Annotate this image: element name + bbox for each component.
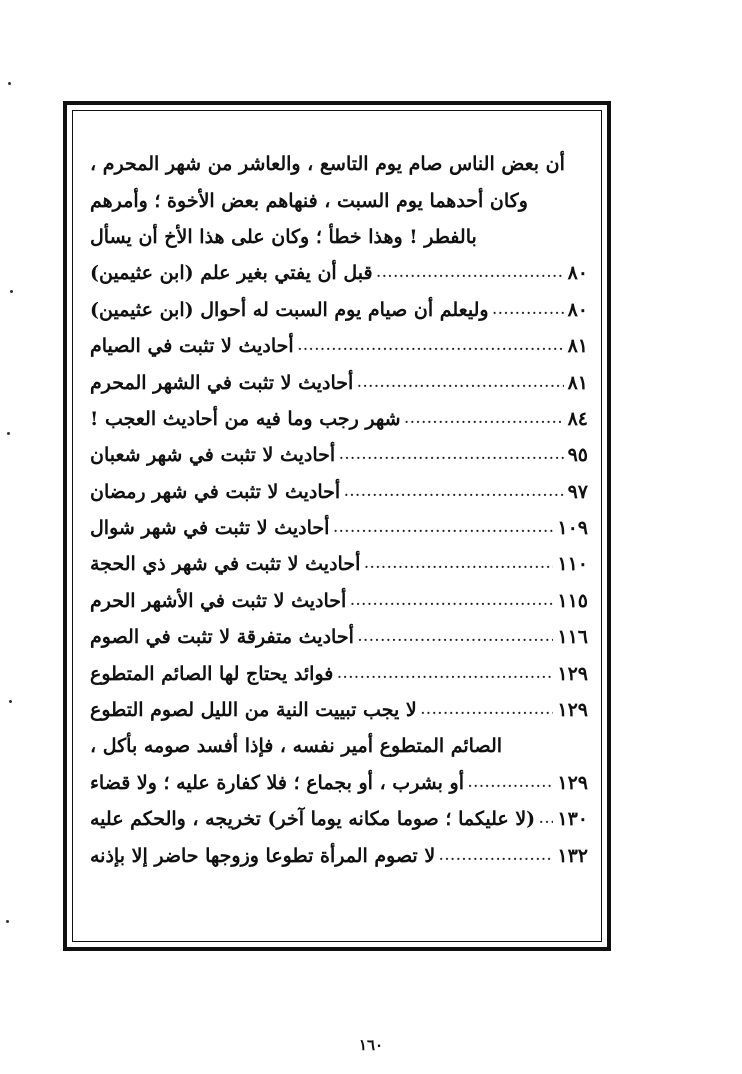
toc-entry-text: (لا عليكما ؛ صوما مكانه يوما آخر) تخريجه ، والحكم عليه	[90, 808, 536, 831]
toc-page-number: ٨٠	[567, 298, 588, 321]
scan-speck	[10, 290, 13, 293]
toc-page-number: ٨١	[567, 371, 588, 394]
dot-leader	[298, 339, 564, 353]
toc-entry-text: بالفطر ! وهذا خطأ ؛ وكان على هذا الأخ أن يسأل	[90, 225, 477, 248]
toc-line	[90, 692, 588, 728]
toc-entry-text: أحاديث لا تثبت في الصيام	[90, 335, 294, 358]
dot-leader	[468, 776, 553, 790]
toc-line	[90, 182, 588, 218]
toc-entry-text: لا تصوم المرأة تطوعا وزوجها حاضر إلا بإذنه	[90, 844, 436, 867]
toc-entry-text: أحاديث متفرقة لا تثبت في الصوم	[90, 626, 354, 649]
toc-line	[90, 837, 588, 873]
scan-speck	[9, 700, 12, 703]
dot-leader	[405, 412, 564, 426]
dot-leader	[493, 303, 564, 317]
toc-entry-text: قبل أن يفتي بغير علم (ابن عثيمين)	[90, 262, 373, 285]
toc-page-number: ١٠٩	[557, 517, 588, 540]
toc-entry-text: فوائد يحتاج لها الصائم المتطوع	[90, 662, 334, 685]
dot-leader	[339, 448, 563, 462]
toc-line	[90, 437, 588, 473]
toc-entry-text: أحاديث لا تثبت في الشهر المحرم	[90, 371, 354, 394]
toc-line	[90, 655, 588, 691]
toc-entry-text: أن بعض الناس صام يوم التاسع ، والعاشر من شهر المحرم ،	[90, 153, 565, 176]
toc-line	[90, 765, 588, 801]
scan-speck	[6, 920, 9, 923]
dot-leader	[344, 485, 563, 499]
toc-line	[90, 510, 588, 546]
toc-entry-text: لا يجب تبييت النية من الليل لصوم التطوع	[90, 699, 417, 722]
toc-line	[90, 401, 588, 437]
toc-entry-text: الصائم المتطوع أمير نفسه ، فإذا أفسد صومه بأكل ،	[90, 735, 503, 758]
table-of-contents	[90, 146, 588, 874]
toc-line	[90, 474, 588, 510]
toc-line	[90, 801, 588, 837]
toc-line	[90, 728, 588, 764]
toc-page-number: ١١٥	[557, 589, 588, 612]
toc-line	[90, 364, 588, 400]
toc-line	[90, 328, 588, 364]
toc-page-number: ١٣٢	[557, 844, 588, 867]
toc-line	[90, 255, 588, 291]
toc-page-number: ١٢٩	[557, 662, 588, 685]
toc-line	[90, 146, 588, 182]
dot-leader	[539, 812, 553, 826]
toc-line	[90, 546, 588, 582]
dot-leader	[421, 703, 554, 717]
dot-leader	[333, 521, 553, 535]
toc-line	[90, 292, 588, 328]
dot-leader	[350, 594, 553, 608]
toc-entry-text: أحاديث لا تثبت في شهر رمضان	[90, 480, 341, 503]
toc-line	[90, 583, 588, 619]
toc-page-number: ١١٠	[557, 553, 588, 576]
toc-page-number: ١٢٩	[557, 771, 588, 794]
dot-leader	[357, 376, 563, 390]
toc-entry-text: أو بشرب ، أو بجماع ؛ فلا كفارة عليه ؛ ولا قضاء	[90, 771, 464, 794]
toc-entry-text: وليعلم أن صيام يوم السبت له أحوال (ابن عثيمين)	[90, 298, 489, 321]
dot-leader	[377, 266, 564, 280]
toc-entry-text: أحاديث لا تثبت في شهر شعبان	[90, 444, 336, 467]
toc-entry-text: شهر رجب وما فيه من أحاديث العجب !	[90, 407, 401, 430]
toc-page-number: ١٢٩	[557, 699, 588, 722]
scan-speck	[7, 432, 10, 435]
toc-entry-text: أحاديث لا تثبت في الأشهر الحرم	[90, 589, 347, 612]
toc-page-number: ١٣٠	[557, 808, 588, 831]
toc-page-number: ٨٤	[567, 407, 588, 430]
toc-entry-text: أحاديث لا تثبت في شهر شوال	[90, 517, 330, 540]
toc-line	[90, 219, 588, 255]
dot-leader	[358, 630, 554, 644]
toc-page-number: ٩٧	[567, 480, 588, 503]
toc-line	[90, 619, 588, 655]
page-number: ١٦٠	[358, 1036, 384, 1054]
toc-page-number: ٨٠	[567, 262, 588, 285]
dot-leader	[337, 667, 553, 681]
toc-page-number: ٨١	[567, 335, 588, 358]
toc-page-number: ٩٥	[567, 444, 588, 467]
dot-leader	[439, 849, 553, 863]
scan-speck	[8, 82, 11, 85]
toc-entry-text: أحاديث لا تثبت في شهر ذي الحجة	[90, 553, 361, 576]
toc-page-number: ١١٦	[557, 626, 588, 649]
toc-entry-text: وكان أحدهما يوم السبت ، فنهاهم بعض الأخوة ؛ وأمرهم	[90, 189, 528, 212]
dot-leader	[364, 557, 553, 571]
